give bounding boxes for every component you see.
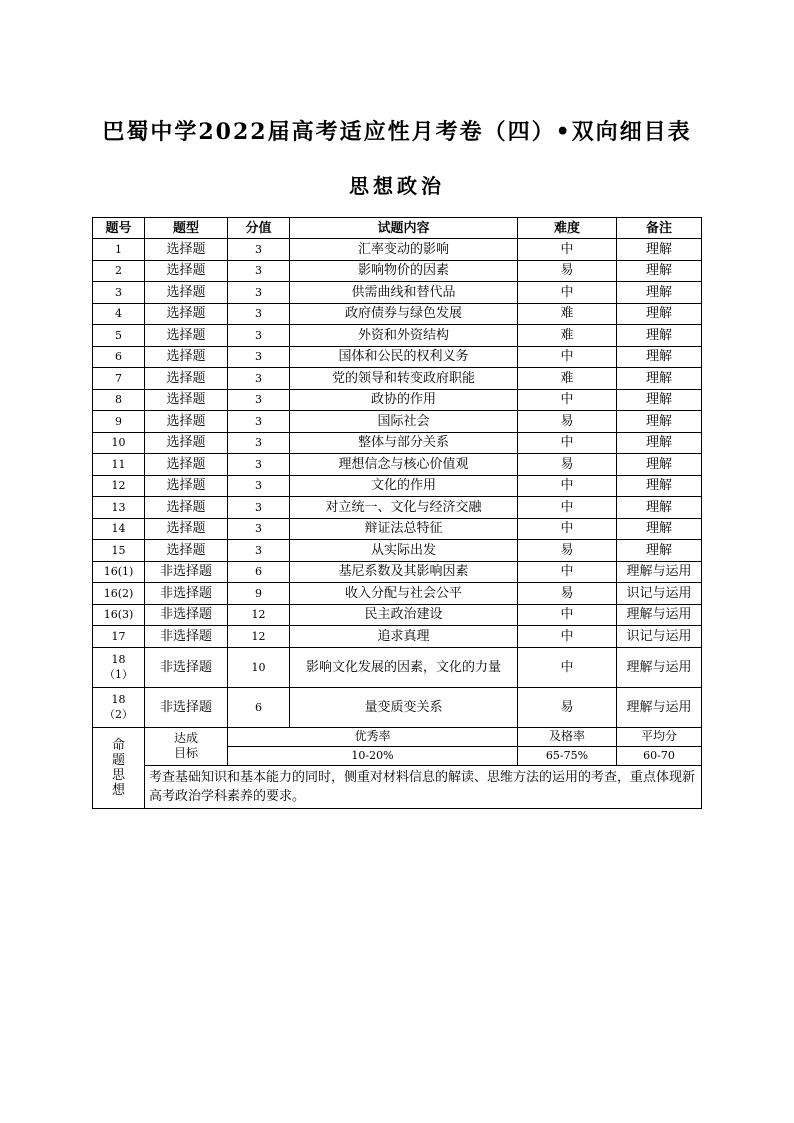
average-score-value: 60-70 — [617, 746, 702, 765]
score-cell: 12 — [228, 604, 290, 626]
difficulty-cell: 中 — [518, 239, 617, 261]
description-row — [93, 765, 702, 808]
note-cell: 理解 — [617, 454, 702, 476]
content-cell: 对立统一、文化与经济交融 — [290, 497, 518, 519]
score-cell: 3 — [228, 540, 290, 562]
header-question-type: 题型 — [145, 218, 228, 239]
difficulty-cell: 易 — [518, 540, 617, 562]
question-type-cell: 非选择题 — [145, 561, 228, 583]
table-row — [93, 368, 702, 390]
excellent-rate-label: 优秀率 — [228, 727, 518, 746]
table-row — [93, 497, 702, 519]
question-type-cell: 选择题 — [145, 454, 228, 476]
note-cell: 理解 — [617, 540, 702, 562]
question-no-cell: 15 — [93, 540, 145, 562]
score-cell: 3 — [228, 368, 290, 390]
difficulty-cell: 中 — [518, 647, 617, 687]
question-type-cell: 选择题 — [145, 368, 228, 390]
content-cell: 政府债券与绿色发展 — [290, 303, 518, 325]
difficulty-cell: 中 — [518, 626, 617, 648]
score-cell: 3 — [228, 239, 290, 261]
note-cell: 理解与运用 — [617, 647, 702, 687]
question-type-cell: 选择题 — [145, 389, 228, 411]
table-row — [93, 303, 702, 325]
question-no-cell: 18 （1） — [93, 647, 145, 687]
score-cell: 3 — [228, 432, 290, 454]
note-cell: 理解 — [617, 368, 702, 390]
target-label: 达成 目标 — [145, 727, 228, 765]
note-cell: 理解 — [617, 303, 702, 325]
score-cell: 3 — [228, 454, 290, 476]
difficulty-cell: 中 — [518, 497, 617, 519]
note-cell: 理解 — [617, 260, 702, 282]
note-cell: 理解 — [617, 411, 702, 433]
question-type-cell: 非选择题 — [145, 647, 228, 687]
design-intent-section — [93, 727, 702, 808]
average-score-label: 平均分 — [617, 727, 702, 746]
header-content: 试题内容 — [290, 218, 518, 239]
table-row — [93, 561, 702, 583]
content-cell: 理想信念与核心价值观 — [290, 454, 518, 476]
question-type-cell: 非选择题 — [145, 687, 228, 727]
score-cell: 3 — [228, 260, 290, 282]
difficulty-cell: 中 — [518, 604, 617, 626]
design-intent-label: 命 题 思 想 — [93, 727, 145, 808]
question-no-cell: 9 — [93, 411, 145, 433]
table-row — [93, 604, 702, 626]
content-cell: 收入分配与社会公平 — [290, 583, 518, 605]
header-row — [93, 218, 702, 239]
note-cell: 理解与运用 — [617, 687, 702, 727]
question-no-cell: 5 — [93, 325, 145, 347]
question-no-cell: 7 — [93, 368, 145, 390]
content-cell: 党的领导和转变政府职能 — [290, 368, 518, 390]
difficulty-cell: 易 — [518, 687, 617, 727]
score-cell: 12 — [228, 626, 290, 648]
content-cell: 国际社会 — [290, 411, 518, 433]
pass-rate-value: 65-75% — [518, 746, 617, 765]
note-cell: 理解 — [617, 346, 702, 368]
question-no-cell: 16(3) — [93, 604, 145, 626]
note-cell: 理解 — [617, 282, 702, 304]
difficulty-cell: 中 — [518, 561, 617, 583]
difficulty-cell: 中 — [518, 475, 617, 497]
difficulty-cell: 中 — [518, 432, 617, 454]
score-cell: 3 — [228, 518, 290, 540]
score-cell: 3 — [228, 303, 290, 325]
question-type-cell: 选择题 — [145, 475, 228, 497]
table-row — [93, 475, 702, 497]
table-row — [93, 282, 702, 304]
note-cell: 理解 — [617, 325, 702, 347]
content-cell: 政协的作用 — [290, 389, 518, 411]
table-row — [93, 432, 702, 454]
question-type-cell: 选择题 — [145, 497, 228, 519]
difficulty-cell: 中 — [518, 389, 617, 411]
difficulty-cell: 难 — [518, 325, 617, 347]
question-no-cell: 12 — [93, 475, 145, 497]
note-cell: 识记与运用 — [617, 583, 702, 605]
table-body — [93, 239, 702, 648]
question-type-cell: 选择题 — [145, 540, 228, 562]
question-no-cell: 16(2) — [93, 583, 145, 605]
header-difficulty: 难度 — [518, 218, 617, 239]
table-row — [93, 411, 702, 433]
header-question-no: 题号 — [93, 218, 145, 239]
score-cell: 3 — [228, 411, 290, 433]
question-type-cell: 非选择题 — [145, 583, 228, 605]
content-cell: 汇率变动的影响 — [290, 239, 518, 261]
table-row — [93, 583, 702, 605]
content-cell: 影响文化发展的因素，文化的力量 — [290, 647, 518, 687]
table-row — [93, 389, 702, 411]
excellent-rate-value: 10-20% — [228, 746, 518, 765]
question-type-cell: 选择题 — [145, 346, 228, 368]
difficulty-cell: 中 — [518, 346, 617, 368]
question-no-cell: 14 — [93, 518, 145, 540]
question-type-cell: 选择题 — [145, 282, 228, 304]
question-no-cell: 17 — [93, 626, 145, 648]
header-score: 分值 — [228, 218, 290, 239]
content-cell: 量变质变关系 — [290, 687, 518, 727]
question-no-cell: 18 （2） — [93, 687, 145, 727]
content-cell: 基尼系数及其影响因素 — [290, 561, 518, 583]
question-no-cell: 3 — [93, 282, 145, 304]
score-cell: 3 — [228, 475, 290, 497]
document-title: 巴蜀中学2022届高考适应性月考卷（四）•双向细目表 — [102, 119, 692, 145]
score-cell: 10 — [228, 647, 290, 687]
question-type-cell: 选择题 — [145, 411, 228, 433]
table-row — [93, 540, 702, 562]
question-type-cell: 选择题 — [145, 325, 228, 347]
note-cell: 理解 — [617, 475, 702, 497]
table-row — [93, 647, 702, 687]
table-row — [93, 239, 702, 261]
note-cell: 理解与运用 — [617, 604, 702, 626]
table-row — [93, 626, 702, 648]
question-no-cell: 8 — [93, 389, 145, 411]
target-label-row — [93, 727, 702, 746]
content-cell: 从实际出发 — [290, 540, 518, 562]
subject-title: 思想政治 — [349, 174, 445, 198]
note-cell: 理解 — [617, 389, 702, 411]
score-cell: 9 — [228, 583, 290, 605]
difficulty-cell: 难 — [518, 303, 617, 325]
pass-rate-label: 及格率 — [518, 727, 617, 746]
content-cell: 追求真理 — [290, 626, 518, 648]
table-row — [93, 325, 702, 347]
content-cell: 影响物价的因素 — [290, 260, 518, 282]
difficulty-cell: 易 — [518, 260, 617, 282]
specification-table — [92, 217, 702, 809]
question-no-cell: 11 — [93, 454, 145, 476]
design-intent-description: 考查基础知识和基本能力的同时，侧重对材料信息的解读、思维方法的运用的考查，重点体现新高考政治学科素养的要求。 — [145, 765, 702, 808]
score-cell: 6 — [228, 561, 290, 583]
score-cell: 3 — [228, 325, 290, 347]
note-cell: 理解 — [617, 239, 702, 261]
question-no-cell: 13 — [93, 497, 145, 519]
note-cell: 理解 — [617, 497, 702, 519]
content-cell: 民主政治建设 — [290, 604, 518, 626]
content-cell: 整体与部分关系 — [290, 432, 518, 454]
score-cell: 3 — [228, 389, 290, 411]
tall-rows — [93, 647, 702, 727]
score-cell: 3 — [228, 282, 290, 304]
table-row — [93, 687, 702, 727]
table-row — [93, 346, 702, 368]
question-no-cell: 2 — [93, 260, 145, 282]
score-cell: 6 — [228, 687, 290, 727]
note-cell: 识记与运用 — [617, 626, 702, 648]
score-cell: 3 — [228, 497, 290, 519]
note-cell: 理解与运用 — [617, 561, 702, 583]
question-no-cell: 10 — [93, 432, 145, 454]
question-type-cell: 选择题 — [145, 518, 228, 540]
content-cell: 文化的作用 — [290, 475, 518, 497]
question-type-cell: 非选择题 — [145, 604, 228, 626]
question-type-cell: 选择题 — [145, 303, 228, 325]
question-no-cell: 16(1) — [93, 561, 145, 583]
difficulty-cell: 中 — [518, 282, 617, 304]
question-no-cell: 4 — [93, 303, 145, 325]
content-cell: 供需曲线和替代品 — [290, 282, 518, 304]
question-type-cell: 选择题 — [145, 260, 228, 282]
content-cell: 辩证法总特征 — [290, 518, 518, 540]
table-row — [93, 260, 702, 282]
content-cell: 外资和外资结构 — [290, 325, 518, 347]
difficulty-cell: 易 — [518, 454, 617, 476]
question-no-cell: 1 — [93, 239, 145, 261]
difficulty-cell: 中 — [518, 518, 617, 540]
note-cell: 理解 — [617, 518, 702, 540]
difficulty-cell: 难 — [518, 368, 617, 390]
question-type-cell: 非选择题 — [145, 626, 228, 648]
table-row — [93, 454, 702, 476]
table-row — [93, 518, 702, 540]
difficulty-cell: 易 — [518, 411, 617, 433]
difficulty-cell: 易 — [518, 583, 617, 605]
question-type-cell: 选择题 — [145, 239, 228, 261]
content-cell: 国体和公民的权利义务 — [290, 346, 518, 368]
note-cell: 理解 — [617, 432, 702, 454]
score-cell: 3 — [228, 346, 290, 368]
question-no-cell: 6 — [93, 346, 145, 368]
question-type-cell: 选择题 — [145, 432, 228, 454]
header-note: 备注 — [617, 218, 702, 239]
